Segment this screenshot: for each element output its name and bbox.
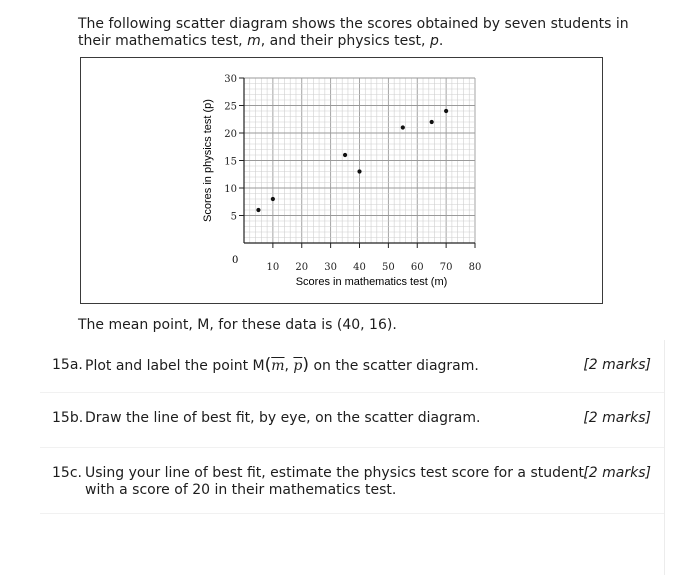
question-label: 15c. (52, 465, 82, 481)
y-tick-label: 20 (224, 129, 237, 140)
x-tick-label: 80 (468, 262, 482, 273)
question-text: Using your line of best fit, estimate the physics test score for a student with a score of 20 in their mathematics test. (85, 465, 584, 498)
chart-grid (244, 78, 475, 243)
data-point (430, 120, 434, 124)
intro-text: The following scatter diagram shows the scores obtained by seven students in their mathematics test, m, and their physics test, p. (78, 16, 629, 49)
question-text: Plot and label the point $M(\overline{m}$, $\overline{p}$) on the scatter diagram. (85, 355, 479, 375)
x-tick-label: 30 (324, 262, 337, 273)
y-tick-label: 25 (224, 101, 237, 113)
marks-label: [2 marks] (583, 357, 651, 373)
x-tick-label: 20 (295, 262, 309, 273)
y-tick-label: 15 (224, 156, 237, 168)
var-m: m (247, 33, 261, 49)
data-point (401, 125, 405, 129)
right-border (664, 340, 665, 575)
y-tick-label: 5 (230, 211, 237, 223)
var-p: p (429, 33, 439, 49)
data-point (271, 197, 275, 201)
x-tick-label: 40 (353, 262, 366, 273)
x-tick-label: 70 (439, 262, 453, 273)
x-axis-label: Scores in mathematics test (m) (295, 276, 448, 288)
marks-label: [2 marks] (583, 465, 651, 481)
x-tick-label: 60 (410, 262, 424, 273)
x-tick-label: 10 (266, 262, 280, 273)
question-text: Draw the line of best fit, by eye, on the scatter diagram. (85, 410, 481, 426)
m-bar: $\overline{m}$ (271, 358, 285, 374)
divider (40, 513, 665, 514)
y-tick-label: 30 (224, 74, 237, 85)
data-point (343, 153, 347, 157)
y-axis-label: Scores in physics test (p) (202, 99, 214, 222)
origin-label: 0 (232, 255, 239, 266)
divider (40, 392, 665, 393)
data-point (357, 169, 361, 173)
x-tick-label: 50 (382, 262, 395, 273)
question-label: 15a. (52, 357, 83, 373)
scatter-chart (81, 58, 602, 303)
scatter-figure (80, 57, 603, 304)
divider (40, 447, 665, 448)
p-bar: $\overline{p}$ (293, 358, 303, 374)
marks-label: [2 marks] (583, 410, 651, 426)
mean-point-statement: The mean point, M, for these data is (40, 16). (78, 317, 397, 333)
y-tick-label: 10 (224, 184, 237, 195)
data-point (444, 109, 448, 113)
question-label: 15b. (52, 410, 84, 426)
data-point (256, 208, 260, 212)
